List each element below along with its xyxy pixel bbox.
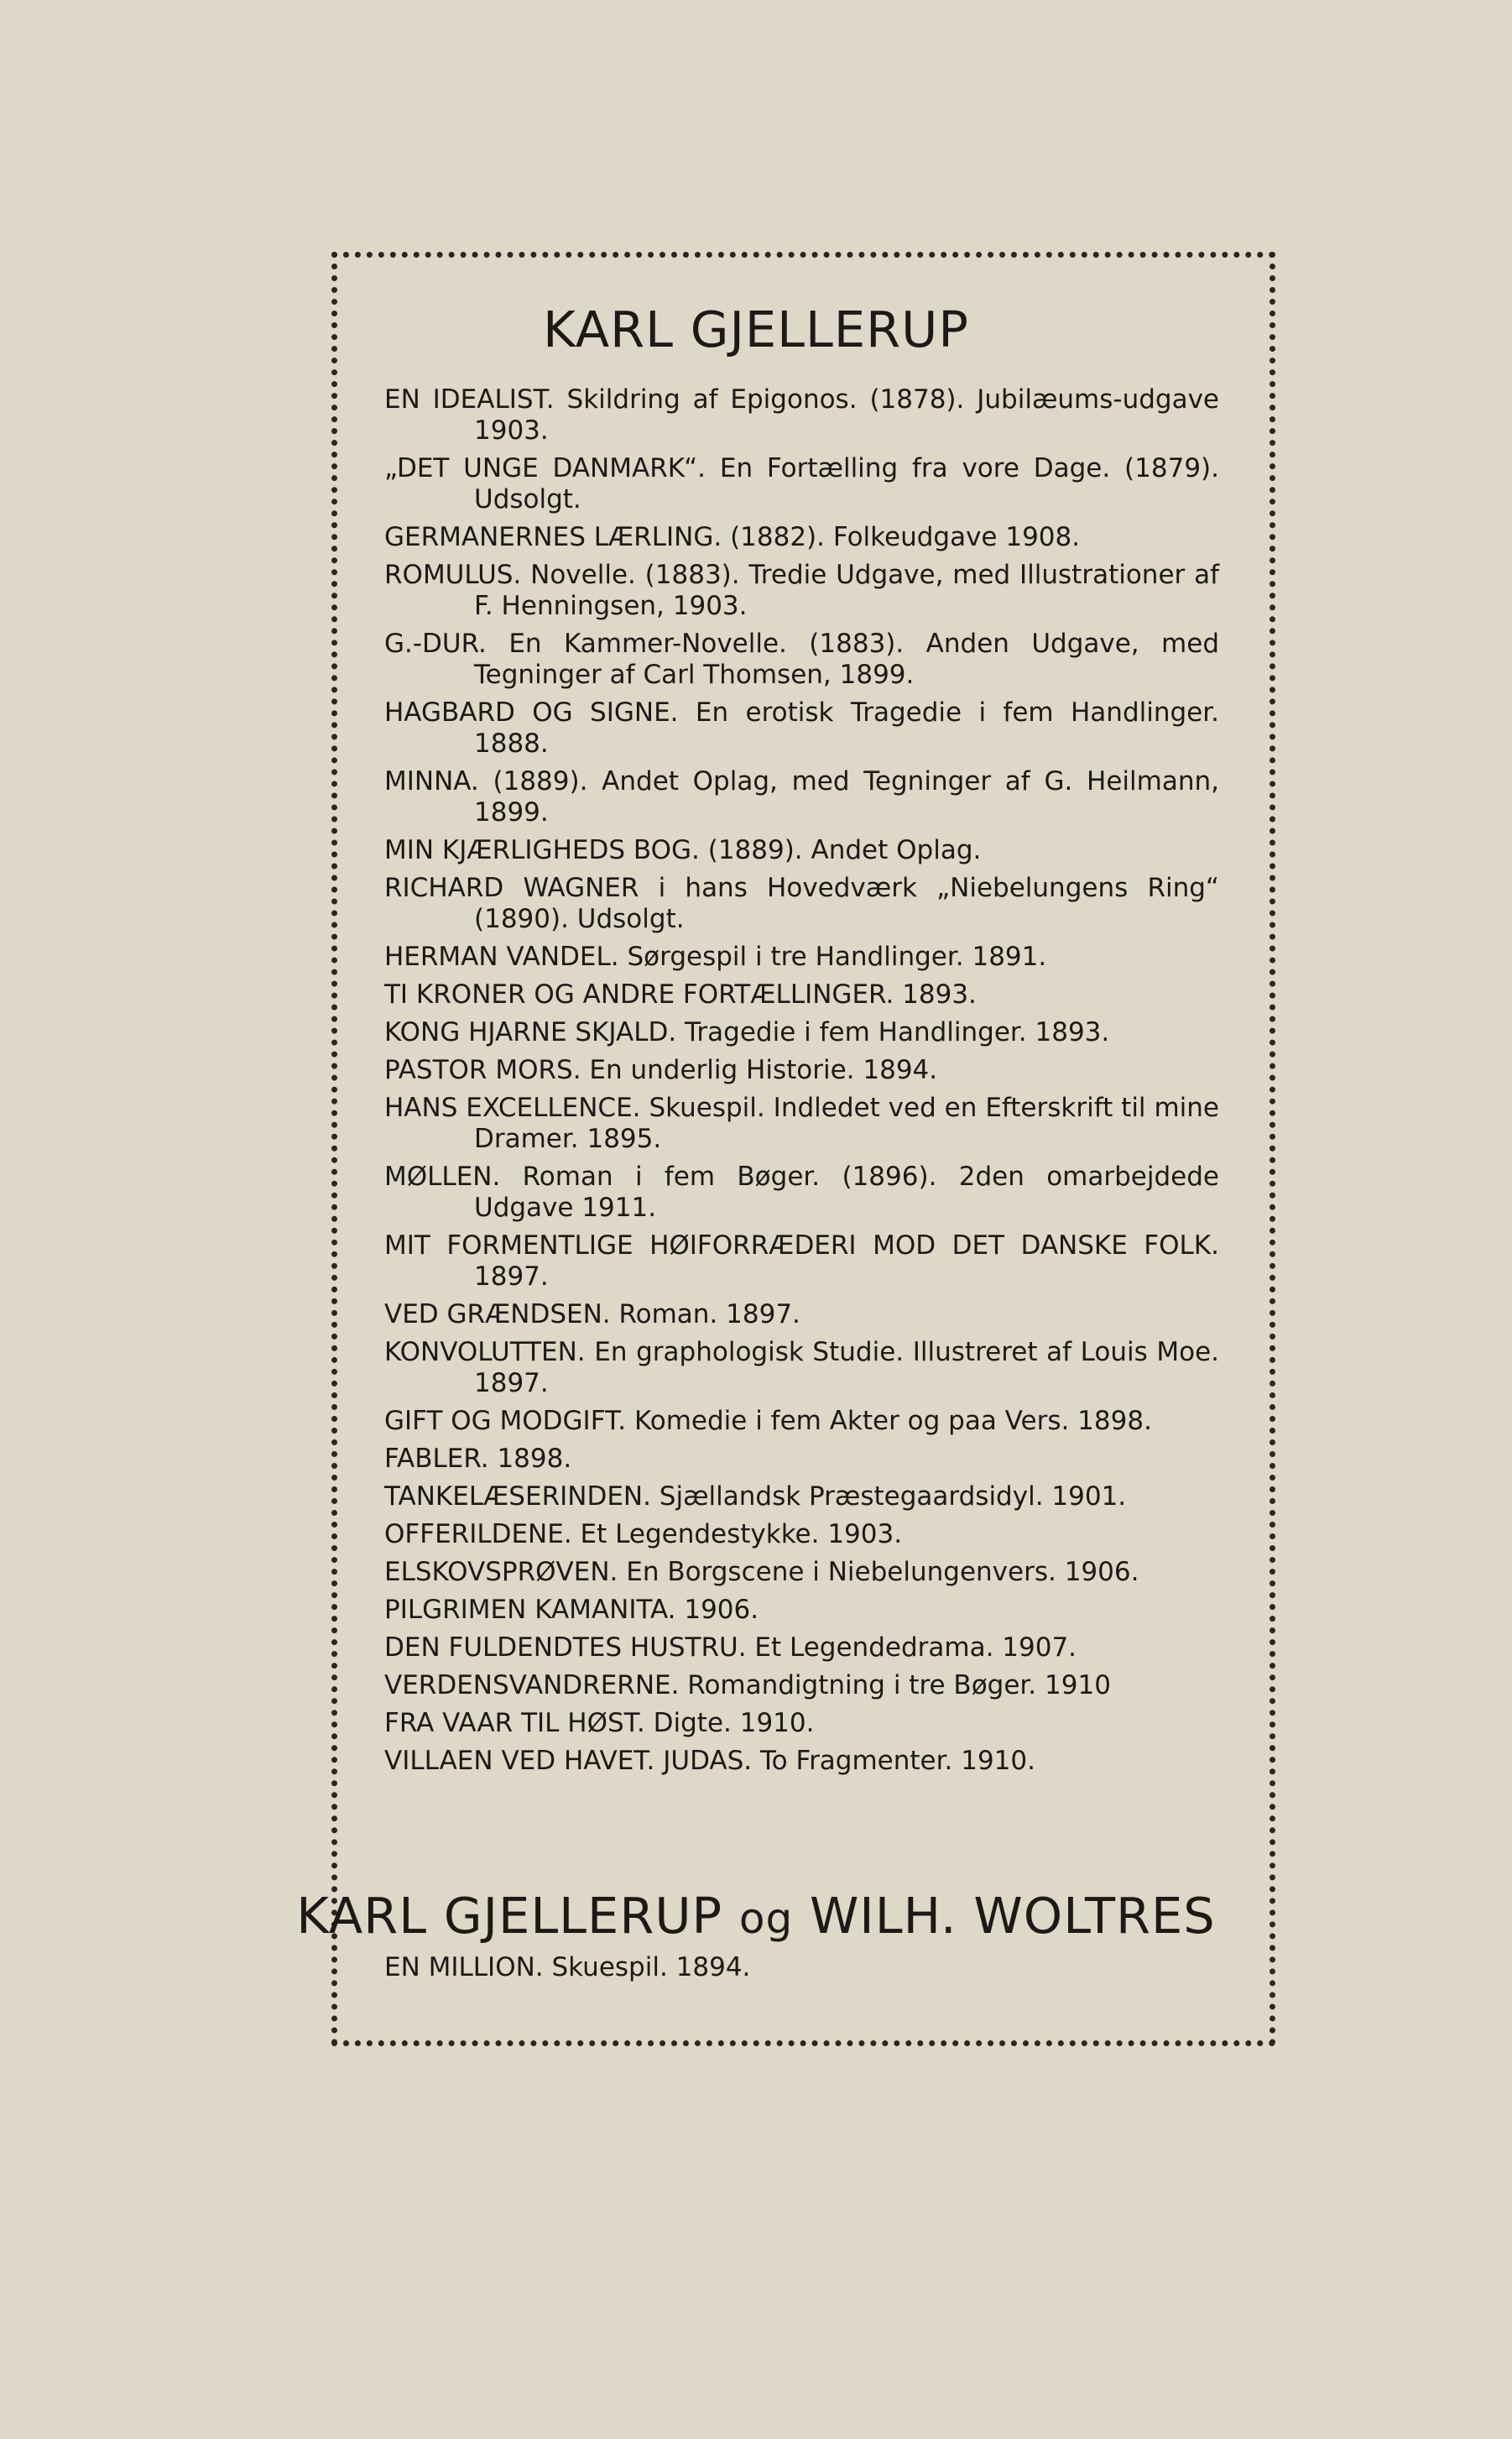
bibliography-entry: GIFT OG MODGIFT. Komedie i fem Akter og paa Vers. 1898. [384,1406,1152,1436]
bibliography-entry: VILLAEN VED HAVET. JUDAS. To Fragmenter. 1910. [384,1746,1035,1776]
bibliography-entry: HERMAN VANDEL. Sørgespil i tre Handlinger. 1891. [384,942,1047,972]
bibliography-list [384,384,1219,1784]
bibliography-entry: KONG HJARNE SKJALD. Tragedie i fem Handlinger. 1893. [384,1017,1110,1047]
bibliography-entry: MØLLEN. Roman i fem Bøger. (1896). 2den omarbejdede Udgave 1911. [384,1162,1219,1223]
coauthor-name-2: WILH. WOLTRES [809,1887,1216,1945]
bibliography-entry: HANS EXCELLENCE. Skuespil. Indledet ved en Efterskrift til mine Dramer. 1895. [384,1093,1219,1154]
bibliography-entry: VED GRÆNDSEN. Roman. 1897. [384,1299,800,1329]
bibliography-entry: G.-DUR. En Kammer-Novelle. (1883). Anden Udgave, med Tegninger af Carl Thomsen, 1899. [384,629,1219,690]
coauthor-joiner: og [738,1894,794,1943]
bibliography-entry: HAGBARD OG SIGNE. En erotisk Tragedie i fem Handlinger. 1888. [384,697,1219,759]
bibliography-entry: RICHARD WAGNER i hans Hovedværk „Niebelungens Ring“ (1890). Udsolgt. [384,873,1219,934]
bibliography-entry: MIN KJÆRLIGHEDS BOG. (1889). Andet Oplag. [384,835,982,865]
bibliography-entry: KONVOLUTTEN. En graphologisk Studie. Illustreret af Louis Moe. 1897. [384,1337,1219,1398]
bibliography-entry: FRA VAAR TIL HØST. Digte. 1910. [384,1708,815,1738]
bibliography-entry: EN MILLION. Skuespil. 1894. [384,1952,751,1982]
page-title: KARL GJELLERUP [543,300,969,358]
coauthor-bibliography-list [384,1952,1219,1990]
coauthor-name-1: KARL GJELLERUP [296,1887,723,1945]
bibliography-entry: ROMULUS. Novelle. (1883). Tredie Udgave, med Illustrationer af F. Henningsen, 1903. [384,560,1219,621]
coauthor-heading [0,1887,1512,1945]
bibliography-entry: ELSKOVSPRØVEN. En Borgscene i Niebelungenvers. 1906. [384,1557,1139,1587]
bibliography-entry: PILGRIMEN KAMANITA. 1906. [384,1595,759,1625]
bibliography-entry: MIT FORMENTLIGE HØIFORRÆDERI MOD DET DANSKE FOLK. 1897. [384,1230,1219,1292]
bibliography-entry: TANKELÆSERINDEN. Sjællandsk Præstegaardsidyl. 1901. [384,1481,1127,1512]
bibliography-entry: GERMANERNES LÆRLING. (1882). Folkeudgave 1908. [384,522,1081,552]
bibliography-entry: EN IDEALIST. Skildring af Epigonos. (1878). Jubilæums-udgave 1903. [384,384,1219,446]
bibliography-entry: DEN FULDENDTES HUSTRU. Et Legendedrama. 1907. [384,1632,1077,1663]
bibliography-entry: „DET UNGE DANMARK“. En Fortælling fra vore Dage. (1879). Udsolgt. [384,453,1219,514]
bibliography-entry: PASTOR MORS. En underlig Historie. 1894. [384,1055,938,1085]
bibliography-entry: FABLER. 1898. [384,1444,572,1474]
bibliography-entry: MINNA. (1889). Andet Oplag, med Tegninger af G. Heilmann, 1899. [384,766,1219,828]
bibliography-entry: VERDENSVANDRERNE. Romandigtning i tre Bøger. 1910 [384,1670,1111,1700]
bibliography-entry: TI KRONER OG ANDRE FORTÆLLINGER. 1893. [384,979,977,1010]
bibliography-entry: OFFERILDENE. Et Legendestykke. 1903. [384,1519,903,1549]
